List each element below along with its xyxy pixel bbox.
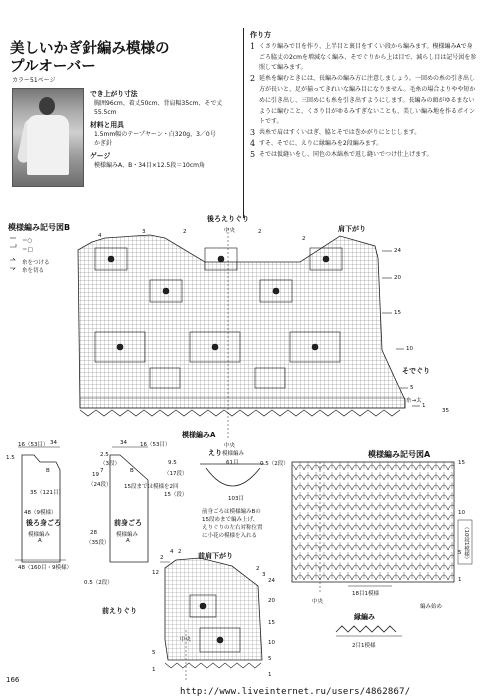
materials-line-1: 1.5mm幅のテープヤーン・白320g、3／0号	[94, 131, 216, 138]
chart-b-pattern-label: 模様編みA	[182, 431, 216, 439]
page-number: 166	[6, 676, 20, 684]
dim-9-5: 9.5	[168, 460, 177, 466]
chart-a-row-15: 15	[458, 460, 465, 466]
chart-b-center-label: 中央	[224, 228, 236, 234]
row-20: 20	[394, 275, 401, 281]
dim-16-53b: 16（53目）	[140, 442, 171, 448]
fn-row-5b: 5	[268, 656, 272, 662]
back-bodice-label: 後ろ身ごろ	[26, 519, 61, 527]
front-bodice-outline	[110, 455, 148, 562]
collar-shape	[200, 464, 264, 486]
chart-a-row-1: 1	[458, 577, 462, 583]
legend-symbols	[10, 238, 16, 270]
step-text: 共糸で肩はすくいはぎ、脇とそでは巻かがりにとじします。	[259, 129, 421, 137]
dim-note: 15段までは模様を2回	[124, 484, 179, 490]
mark-2b: 2	[258, 229, 262, 235]
fn-mark-2a: 2	[160, 555, 164, 561]
chart-a-grid	[292, 462, 454, 582]
collar-61: 61目	[226, 460, 239, 466]
front-pattern: 模様編み	[116, 532, 139, 538]
dim-34b: 34	[120, 440, 127, 446]
mark-2a: 2	[183, 229, 187, 235]
materials-heading: 材料と用具	[90, 121, 124, 129]
front-neck-border	[165, 663, 261, 668]
dim-34: 34	[50, 440, 57, 446]
dim-3r: （3段）	[100, 461, 120, 467]
step-number: 4	[250, 138, 256, 148]
title-line-2: プルオーバー	[10, 59, 96, 75]
collar-note-3: えりぐりの左右対称位置	[202, 525, 263, 531]
back-pattern-a: A	[38, 538, 42, 544]
color-page-ref: カラー51ページ	[12, 77, 56, 84]
mark-3: 3	[142, 229, 146, 235]
step-number: 5	[250, 149, 256, 159]
size-heading: でき上がり寸法	[90, 90, 138, 98]
front-bodice-label: 前身ごろ	[114, 519, 142, 527]
fn-mark-2b: 2	[256, 566, 260, 572]
border-repeat: 2目1模様	[352, 643, 376, 649]
collar-0-5: 0.5（2段）	[260, 461, 289, 467]
instructions-heading: 作り方	[250, 31, 271, 39]
dim-28: 28	[90, 530, 97, 536]
chart-a-center: 中央	[312, 599, 324, 605]
dim-1-5: 1.5	[6, 455, 15, 461]
collar-103: 103目	[228, 496, 244, 502]
back-neck-label: 後ろえりぐり	[207, 215, 249, 223]
dim-35: 35（121目）	[30, 490, 64, 496]
source-url[interactable]: http://www.liveinternet.ru/users/4862867/	[180, 687, 411, 697]
row-1: 1	[422, 403, 426, 409]
dim-35r: （35段）	[86, 540, 110, 546]
fn-mark-3: 3	[262, 572, 266, 578]
title-line-1: 美しいかぎ針編み模様の	[10, 41, 170, 57]
chart-a-repeat: 18目1模様	[352, 591, 379, 597]
fn-row-1b: 1	[268, 672, 272, 678]
fn-row-1: 1	[152, 667, 156, 673]
chart-a-title: 模様編み記号図A	[368, 450, 431, 459]
chart-b-bottom-center: 中央	[224, 443, 236, 449]
fn-row-20: 20	[268, 598, 275, 604]
fn-mark-2c: 2	[178, 549, 182, 555]
chart-b-title: 模様編み記号図B	[8, 223, 71, 232]
mark-4: 4	[98, 233, 102, 239]
collar-note-1: 前身ごろは模様編みBの	[202, 509, 261, 515]
gauge-heading: ゲージ	[90, 152, 111, 160]
chart-a-row-5: 5	[458, 550, 462, 556]
shoulder-label: 肩下がり	[338, 225, 366, 233]
gauge-line: 模様編みA、B・34目×12.5段＝10cm角	[94, 162, 206, 169]
front-shoulder-label: 前肩下がり	[198, 552, 233, 560]
dim-15: 15（段）	[164, 492, 188, 498]
dim-16-53: 16（53目）	[18, 442, 49, 448]
row-24: 24	[394, 248, 401, 254]
materials-line-2: かぎ針	[94, 140, 113, 147]
chart-a-side-label: （10段1模様）	[463, 524, 469, 562]
front-neck-label: 前えりぐり	[102, 607, 137, 615]
legend-2: ＝□	[22, 247, 33, 253]
row-5: 5	[410, 385, 414, 391]
dim-0-5: 0.5（2段）	[84, 580, 113, 586]
border-pattern	[336, 626, 396, 632]
step-text: そでは仮縫いをし、同色の木綿糸で返し縫いでつけ仕上げます。	[259, 150, 433, 158]
row-10: 10	[406, 346, 413, 352]
step-number: 3	[250, 128, 256, 138]
step-text: くさり編みで目を作り、上半目と裏目をすくい段から編みます。模様編みAで身ごろ脇丈の2cmを増減なく編み、そでぐりから上は目で、減らし目は記号図を参照して編みます。	[259, 42, 477, 72]
dim-48b: 48（160目・9模様）	[18, 565, 72, 571]
row-35: 35	[442, 408, 449, 414]
dim-7: 7	[100, 468, 104, 474]
step-number: 2	[250, 74, 256, 84]
chart-a-start: 編み始め	[420, 604, 443, 610]
front-pattern-a: A	[126, 538, 130, 544]
hem-label: 糸→太	[406, 398, 422, 404]
mark-2c: 2	[302, 236, 306, 242]
collar-note-4: に小花の模様を入れる	[202, 533, 258, 539]
row-15: 15	[394, 310, 401, 316]
chart-b-hem-border	[80, 410, 400, 416]
border-title: 縁編み	[354, 613, 375, 621]
step-text: 延糸を編むときには、長編みの編み方に注意しましょう。一回めの糸の引き出し方が長いと、足が揃ってきれいな編み目になりません。毛糸の場合よりやや短かめに引き出し、三回めにも糸を引き出すようにします。長編みの頭がゆるまないように編むこと、くさり目がゆるみすぎないことも、美しい編み地を作るポイントです。	[259, 75, 476, 126]
dim-b2: B	[130, 468, 134, 474]
dim-48: 48（9模様）	[24, 510, 57, 516]
fn-row-24: 24	[268, 578, 275, 584]
dim-19: 19	[92, 472, 99, 478]
step-number: 1	[250, 41, 256, 51]
armhole-label: そでぐり	[402, 367, 430, 375]
fn-row-12: 12	[152, 570, 159, 576]
legend-4: 糸を切る	[22, 268, 45, 274]
legend-1: ＝○	[22, 238, 33, 244]
dim-17: （17段）	[164, 471, 188, 477]
dim-b: B	[46, 468, 50, 474]
front-neck-center: 中央	[180, 637, 192, 643]
size-line-2: 55.5cm	[94, 109, 117, 116]
chart-a-row-10: 10	[458, 510, 465, 516]
dim-24: （24段）	[88, 482, 112, 488]
step-text: すそ、そでに、えりに縁編みを2段編みます。	[259, 139, 383, 147]
collar-pattern: 模様編み	[222, 451, 245, 457]
fn-row-15: 15	[268, 620, 275, 626]
back-pattern: 模様編み	[28, 532, 51, 538]
collar-title: えり	[208, 449, 222, 457]
fn-row-5: 5	[152, 650, 156, 656]
fn-mark-4: 4	[170, 549, 174, 555]
size-line-1: 胸囲96cm、着丈50cm、背肩幅35cm、そで丈	[94, 100, 223, 107]
fn-row-10: 10	[268, 640, 275, 646]
dim-2-5: 2.5	[100, 452, 109, 458]
legend-3: 糸をつける	[22, 260, 50, 266]
front-neck-grid	[165, 558, 262, 660]
collar-note-2: 15段めまで編み上げ、	[202, 517, 259, 523]
